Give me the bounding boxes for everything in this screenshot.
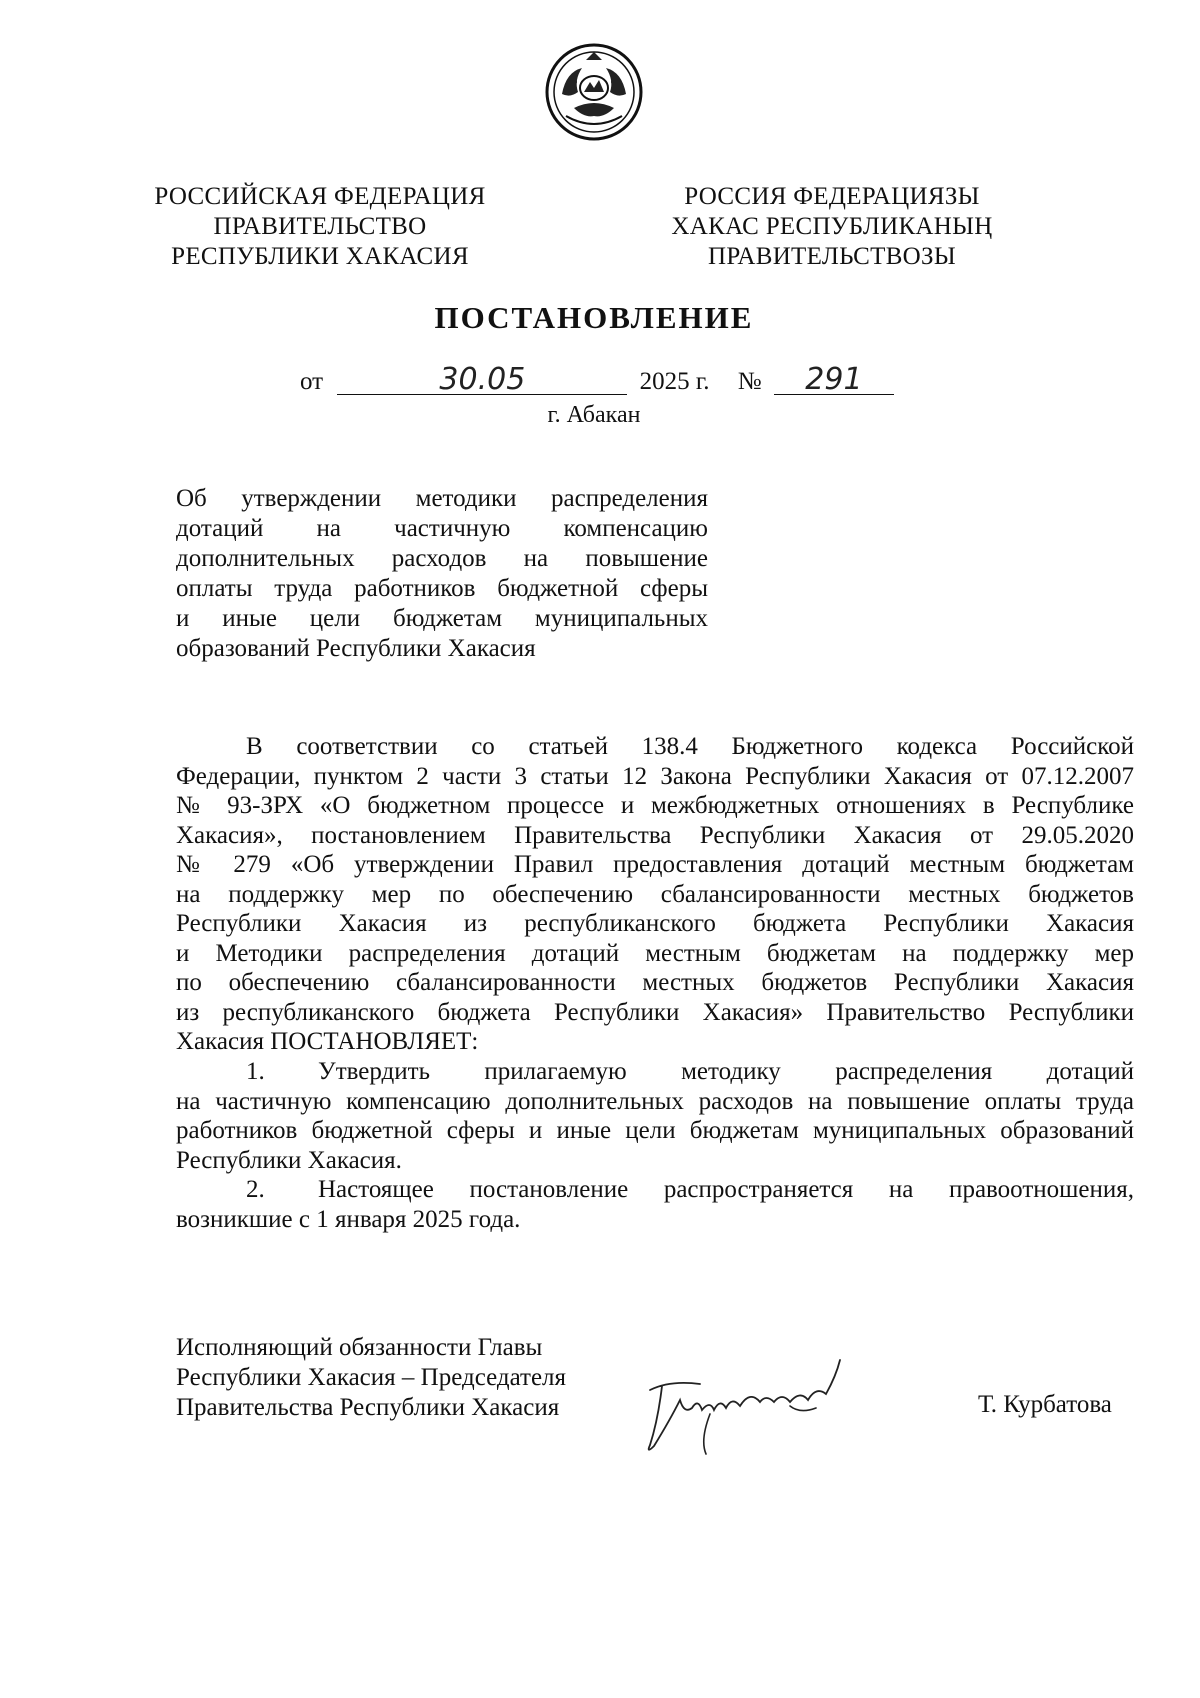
item-first-line (176, 1175, 1134, 1205)
date-handwritten: 30.05 (337, 366, 627, 395)
document-title: ПОСТАНОВЛЕНИЕ (434, 300, 754, 335)
item-line: работников бюджетной сферы и иные цели бюджетам муниципальных образований (176, 1117, 1134, 1144)
item-line: на частичную компенсацию дополнительных расходов на повышение оплаты труда (176, 1087, 1134, 1115)
item-line: возникшие с 1 января 2025 года. (176, 1205, 521, 1233)
preamble-line: Хакасия ПОСТАНОВЛЯЕТ: (176, 1028, 479, 1055)
preamble-line: и Методики распределения дотаций местным бюджетам на поддержку мер (176, 939, 1134, 967)
item-line: Настоящее постановление распространяется на правоотношения, (318, 1176, 1134, 1203)
subject-line: оплаты труда работников бюджетной сферы (176, 575, 708, 602)
date-number-line (300, 362, 894, 397)
header-right-block (652, 182, 1012, 272)
date-year: 2025 г. (639, 368, 710, 395)
item-line: Утвердить прилагаемую методику распределения дотаций (318, 1058, 1134, 1085)
subject-line: дополнительных расходов на повышение (176, 545, 708, 572)
city-label: г. Абакан (547, 402, 641, 428)
preamble-line: по обеспечению сбалансированности местных бюджетов Республики Хакасия (176, 969, 1134, 996)
signer-name: Т. Курбатова (978, 1391, 1112, 1418)
coat-of-arms-emblem (544, 42, 644, 142)
header-right-line: ПРАВИТЕЛЬСТВОЗЫ (708, 243, 956, 270)
number-label: № (737, 368, 762, 395)
preamble-line: Республики Хакасия из республиканского бюджета Республики Хакасия (176, 910, 1134, 937)
item-number: 2. (246, 1176, 265, 1203)
header-left-block (140, 182, 500, 272)
item-line: Республики Хакасия. (176, 1146, 402, 1174)
handwritten-signature (640, 1350, 860, 1460)
subject-line: Об утверждении методики распределения (176, 485, 708, 512)
subject-line: образований Республики Хакасия (176, 635, 536, 662)
preamble-line: № 279 «Об утверждении Правил предоставления дотаций местным бюджетам (176, 851, 1134, 878)
preamble-paragraph (176, 732, 1134, 1057)
preamble-line: из республиканского бюджета Республики Хакасия» Правительство Республики (176, 998, 1134, 1026)
item-first-line (176, 1057, 1134, 1087)
position-line: Исполняющий обязанности Главы (176, 1334, 543, 1361)
document-subject (176, 484, 708, 664)
preamble-line: Хакасия», постановлением Правительства Республики Хакасия от 29.05.2020 (176, 821, 1134, 849)
preamble-line: № 93-ЗРХ «О бюджетном процессе и межбюджетных отношениях в Республике (176, 792, 1134, 819)
position-line: Республики Хакасия – Председателя (176, 1364, 567, 1391)
preamble-line: на поддержку мер по обеспечению сбалансированности местных бюджетов (176, 880, 1134, 908)
subject-line: и иные цели бюджетам муниципальных (176, 605, 708, 632)
header-left-line: ПРАВИТЕЛЬСТВО (213, 213, 427, 240)
preamble-line: В соответствии со статьей 138.4 Бюджетного кодекса Российской (246, 733, 1134, 760)
resolution-item-1 (176, 1057, 1134, 1175)
header-left-line: РОССИЙСКАЯ ФЕДЕРАЦИЯ (154, 183, 486, 210)
resolution-item-2 (176, 1175, 1134, 1234)
header-left-line: РЕСПУБЛИКИ ХАКАСИЯ (171, 243, 469, 270)
item-number: 1. (246, 1058, 265, 1085)
date-prefix: от (300, 368, 324, 395)
header-right-line: ХАКАС РЕСПУБЛИКАНЫҢ (671, 213, 993, 240)
signatory-position (176, 1333, 566, 1423)
subject-line: дотаций на частичную компенсацию (176, 515, 708, 542)
position-line: Правительства Республики Хакасия (176, 1394, 560, 1421)
header-right-line: РОССИЯ ФЕДЕРАЦИЯЗЫ (684, 183, 980, 210)
preamble-line: Федерации, пунктом 2 части 3 статьи 12 Закона Республики Хакасия от 07.12.2007 (176, 762, 1134, 790)
document-number-handwritten: 291 (774, 366, 894, 395)
